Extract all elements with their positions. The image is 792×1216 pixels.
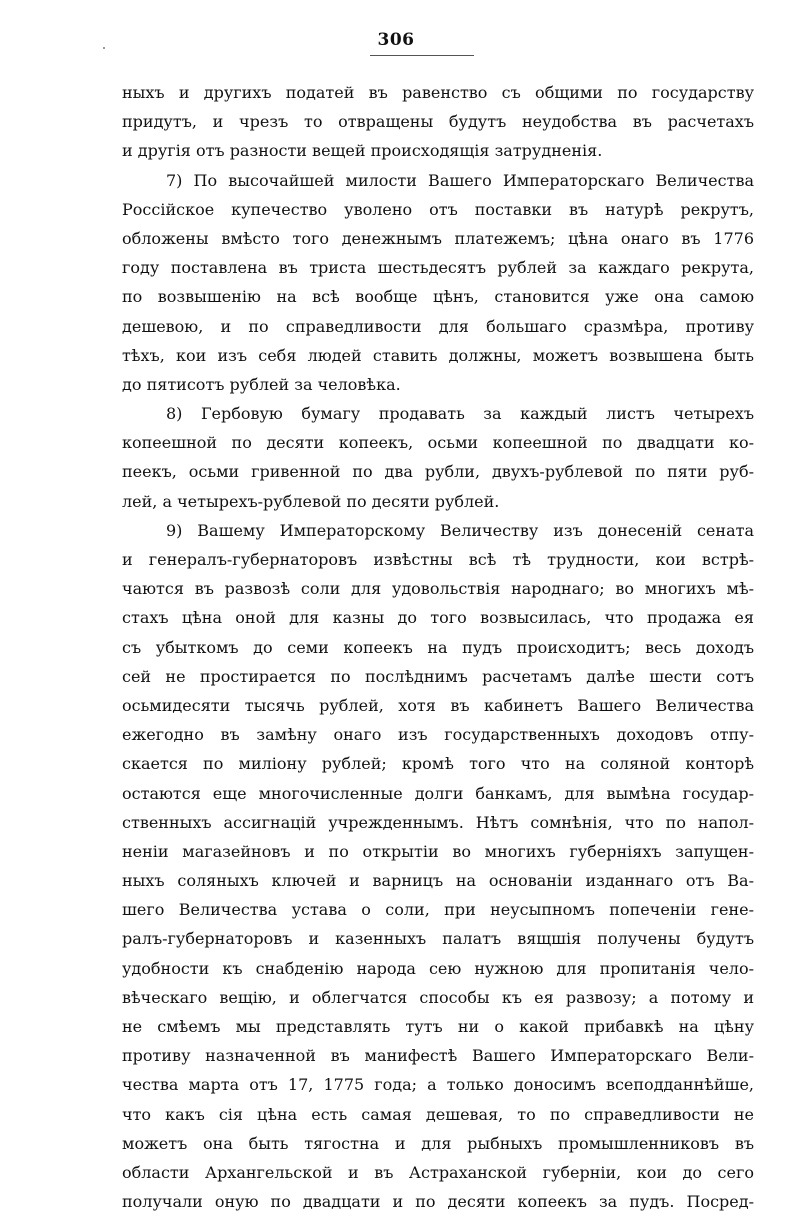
text-line: съ убыткомъ до семи копеекъ на пудъ происходитъ; весь доходъ bbox=[122, 637, 754, 657]
text-line: Россійское купечество уволено отъ поставки въ натурѣ рекрутъ, bbox=[122, 199, 754, 219]
text-line: ныхъ и другихъ податей въ равенство съ общими по государству bbox=[122, 83, 754, 102]
text-line: ралъ-губернаторовъ и казенныхъ палатъ вящшія получены будутъ bbox=[122, 929, 754, 949]
text-line: чаются въ развозѣ соли для удовольствія народнаго; во многихъ мѣ- bbox=[122, 579, 754, 599]
margin-mark bbox=[103, 47, 105, 49]
text-line: по возвышенію на всѣ вообще цѣнъ, становится уже она самою bbox=[122, 287, 754, 307]
text-line: противу назначенной въ манифестѣ Вашего Императорскаго Вели- bbox=[122, 1046, 754, 1066]
text-line: 8) Гербовую бумагу продавать за каждый листъ четырехъ bbox=[166, 404, 754, 424]
text-line: обложены вмѣсто того денежнымъ платежемъ; цѣна онаго въ 1776 bbox=[122, 228, 754, 248]
text-line: году поставлена въ триста шестьдесятъ рублей за каждаго рекрута, bbox=[122, 258, 754, 278]
text-line: до пятисотъ рублей за человѣка. bbox=[122, 374, 401, 394]
text-line: стахъ цѣна оной для казны до того возвысилась, что продажа ея bbox=[122, 608, 754, 628]
text-line: ежегодно въ замѣну онаго изъ государственныхъ доходовъ отпу- bbox=[122, 725, 754, 745]
text-line: не смѣемъ мы представлять тутъ ни о какой прибавкѣ на цѣну bbox=[122, 1017, 754, 1036]
text-line: дешевою, и по справедливости для большаго сразмѣра, противу bbox=[122, 316, 754, 336]
text-line: 7) По высочайшей милости Вашего Императорскаго Величества bbox=[166, 170, 754, 190]
text-line: получали оную по двадцати и по десяти копеекъ за пудъ. Посред- bbox=[122, 1192, 754, 1212]
text-line: лей, а четырехъ-рублевой по десяти рублей. bbox=[122, 491, 500, 511]
text-line: что какъ сія цѣна есть самая дешевая, то по справедливости не bbox=[122, 1104, 754, 1124]
page-number: 306 bbox=[377, 30, 415, 50]
text-line: чества марта отъ 17, 1775 года; а только доносимъ всеподданнѣйше, bbox=[122, 1075, 754, 1095]
text-line: области Архангельской и въ Астраханской губерніи, кои до сего bbox=[122, 1162, 754, 1182]
text-line: скается по миліону рублей; кромѣ того что на соляной конторѣ bbox=[122, 754, 754, 774]
text-line: тѣхъ, кои изъ себя людей ставить должны, можетъ возвышена быть bbox=[122, 345, 754, 365]
text-line: вѣческаго вещію, и облегчатся способы къ ея развозу; а потому и bbox=[122, 987, 754, 1007]
text-line: остаются еще многочисленные долги банкамъ, для вымѣна государ- bbox=[122, 783, 754, 803]
text-line: удобности къ снабденію народа сею нужною для пропитанія чело- bbox=[122, 958, 754, 978]
text-line: ныхъ соляныхъ ключей и варницъ на основаніи изданнаго отъ Ва- bbox=[122, 871, 754, 891]
text-line: и другія отъ разности вещей происходящія затрудненія. bbox=[122, 141, 603, 161]
text-line: пеекъ, осьми гривенной по два рубли, двухъ-рублевой по пяти руб- bbox=[122, 462, 754, 482]
text-line: и генералъ-губернаторовъ извѣстны всѣ тѣ трудности, кои встрѣ- bbox=[122, 550, 754, 569]
text-line: осьмидесяти тысячь рублей, хотя въ кабинетъ Вашего Величества bbox=[122, 695, 754, 715]
text-line: копеешной по десяти копеекъ, осьми копеешной по двадцати ко- bbox=[122, 433, 754, 453]
text-line: придутъ, и чрезъ то отвращены будутъ неудобства въ расчетахъ bbox=[122, 112, 754, 132]
text-line: шего Величества устава о соли, при неусыпномъ попеченіи гене- bbox=[122, 900, 754, 920]
page-number-rule bbox=[370, 55, 474, 56]
text-line: можетъ она быть тягостна и для рыбныхъ промышленниковъ въ bbox=[122, 1133, 754, 1153]
text-line: неніи магазейновъ и по открытіи во многихъ губерніяхъ запущен- bbox=[122, 841, 754, 861]
text-line: 9) Вашему Императорскому Величеству изъ донесеній сената bbox=[166, 520, 754, 540]
text-line: сей не простирается по послѣднимъ расчетамъ далѣе шести сотъ bbox=[122, 666, 754, 686]
text-line: ственныхъ ассигнацій учрежденнымъ. Нѣтъ сомнѣнія, что по напол- bbox=[122, 812, 754, 832]
body-text bbox=[122, 78, 754, 1216]
